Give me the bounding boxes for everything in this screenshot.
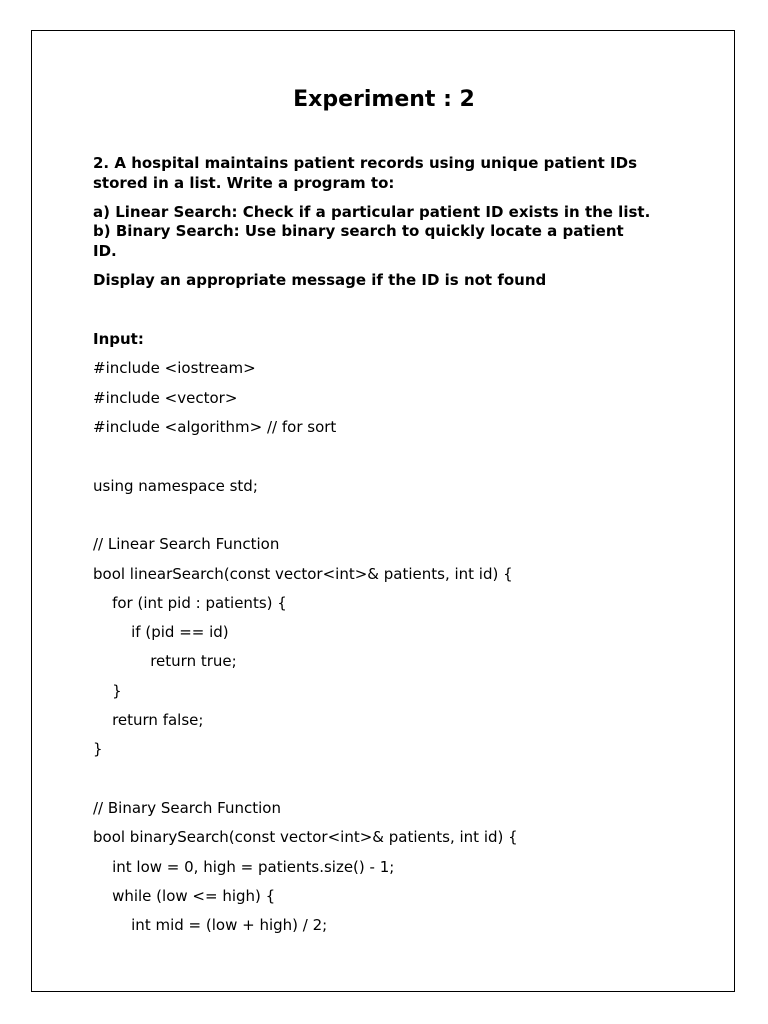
- code-line: if (pid == id): [93, 623, 229, 641]
- code-line: while (low <= high) {: [93, 887, 276, 905]
- page-title: Experiment : 2: [293, 87, 475, 112]
- code-line: }: [93, 682, 122, 700]
- code-line: #include <iostream>: [93, 359, 256, 377]
- code-line: // Linear Search Function: [93, 535, 280, 553]
- code-line: return true;: [93, 652, 237, 670]
- code-line: #include <algorithm> // for sort: [93, 418, 337, 436]
- input-label: Input:: [93, 330, 144, 348]
- code-line: using namespace std;: [93, 477, 258, 495]
- code-line: // Binary Search Function: [93, 799, 281, 817]
- code-line: #include <vector>: [93, 389, 238, 407]
- question-note: Display an appropriate message if the ID is not found: [93, 271, 547, 289]
- code-line: int low = 0, high = patients.size() - 1;: [93, 858, 395, 876]
- question-line-2: stored in a list. Write a program to:: [93, 174, 395, 192]
- code-line: bool binarySearch(const vector<int>& patients, int id) {: [93, 828, 518, 846]
- question-part-a: a) Linear Search: Check if a particular patient ID exists in the list.: [93, 203, 651, 221]
- code-line: }: [93, 740, 103, 758]
- code-line: int mid = (low + high) / 2;: [93, 916, 328, 934]
- question-line-1: 2. A hospital maintains patient records using unique patient IDs: [93, 154, 638, 172]
- code-line: return false;: [93, 711, 204, 729]
- code-line: bool linearSearch(const vector<int>& patients, int id) {: [93, 565, 513, 583]
- code-line: for (int pid : patients) {: [93, 594, 287, 612]
- question-part-b-line-1: b) Binary Search: Use binary search to quickly locate a patient: [93, 222, 624, 240]
- question-part-b-line-2: ID.: [93, 242, 117, 260]
